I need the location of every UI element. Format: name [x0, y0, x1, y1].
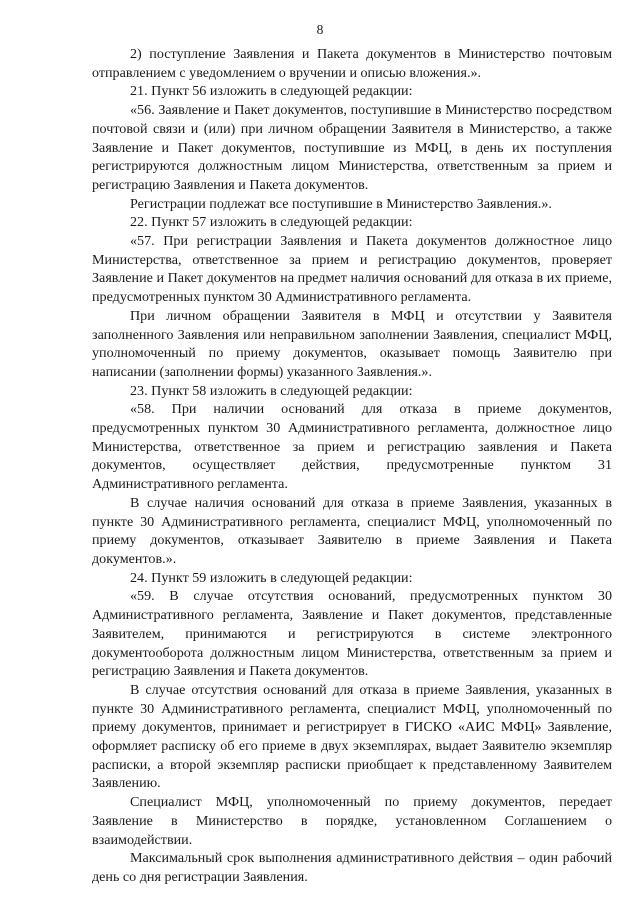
paragraph-5: 22. Пункт 57 изложить в следующей редакции: [130, 214, 413, 231]
paragraph-11: 24. Пункт 59 изложить в следующей редакции: [130, 569, 413, 586]
paragraph-12: «59. В случае отсутствия оснований, предусмотренных пунктом 30 Административного регламента, Заявление и Пакет документов, представленные Заявителем, принимаются и регистрируются в системе электронного документооборота должностным лицом Министерства, ответственным за прием и регистрацию Заявления и Пакета документов. [92, 588, 612, 680]
document-body [92, 45, 612, 887]
paragraph-3: «56. Заявление и Пакет документов, поступившие в Министерство посредством почтовой связи и (или) при личном обращении Заявителя в Министерство, а также Заявление и Пакет документов, поступившие из МФЦ, в день их поступления регистрируются должностным лицом Министерства, ответственным за прием и регистрацию Заявления и Пакета документов. [92, 102, 612, 193]
paragraph-1: 2) поступление Заявления и Пакета документов в Министерство почтовым отправлением с уведомлением о вручении и описью вложения.». [92, 46, 612, 81]
paragraph-8: 23. Пункт 58 изложить в следующей редакции: [130, 382, 413, 399]
paragraph-13: В случае отсутствия оснований для отказа в приеме Заявления, указанных в пункте 30 Административного регламента, специалист МФЦ, уполномоченный по приему документов, принимает и регистрирует в ГИСКО «АИС МФЦ» Заявление, оформляет расписку об его приеме в двух экземплярах, выдает Заявителю экземпляр расписки, а второй экземпляр расписки приобщает к представленному Заявителем Заявлению. [92, 681, 612, 792]
paragraph-9: «58. При наличии оснований для отказа в приеме документов, предусмотренных пунктом 30 Административного регламента, должностное лицо Министерства, ответственное за прием и регистрацию заявления и Пакета документов, осуществляет действия, предусмотренные пунктом 31 Административного регламента. [92, 401, 612, 493]
paragraph-2: 21. Пункт 56 изложить в следующей редакции: [130, 83, 413, 100]
paragraph-4: Регистрации подлежат все поступившие в Министерство Заявления.». [130, 195, 552, 212]
paragraph-14: Специалист МФЦ, уполномоченный по приему документов, передает Заявление в Министерство в порядке, установленном Соглашением о взаимодействии. [92, 794, 612, 848]
paragraph-6: «57. При регистрации Заявления и Пакета документов должностное лицо Министерства, ответственное за прием и регистрацию документов, проверяет Заявление и Пакет документов на предмет наличия оснований для отказа в их приеме, предусмотренных пунктом 30 Административного регламента. [92, 233, 612, 306]
paragraph-10: В случае наличия оснований для отказа в приеме Заявления, указанных в пункте 30 Административного регламента, специалист МФЦ, уполномоченный по приему документов, отказывает Заявителю в приеме Заявления и Пакета документов.». [92, 494, 612, 567]
paragraph-15: Максимальный срок выполнения административного действия – один рабочий день со дня регистрации Заявления. [92, 850, 612, 885]
paragraph-7: При личном обращении Заявителя в МФЦ и отсутствии у Заявителя заполненного Заявления или неправильном заполнении Заявления, специалист МФЦ, уполномоченный по приему документов, оказывает помощь Заявителю при написании (заполнении формы) указанного Заявления.». [92, 307, 612, 380]
page-number: 8 [316, 22, 324, 37]
